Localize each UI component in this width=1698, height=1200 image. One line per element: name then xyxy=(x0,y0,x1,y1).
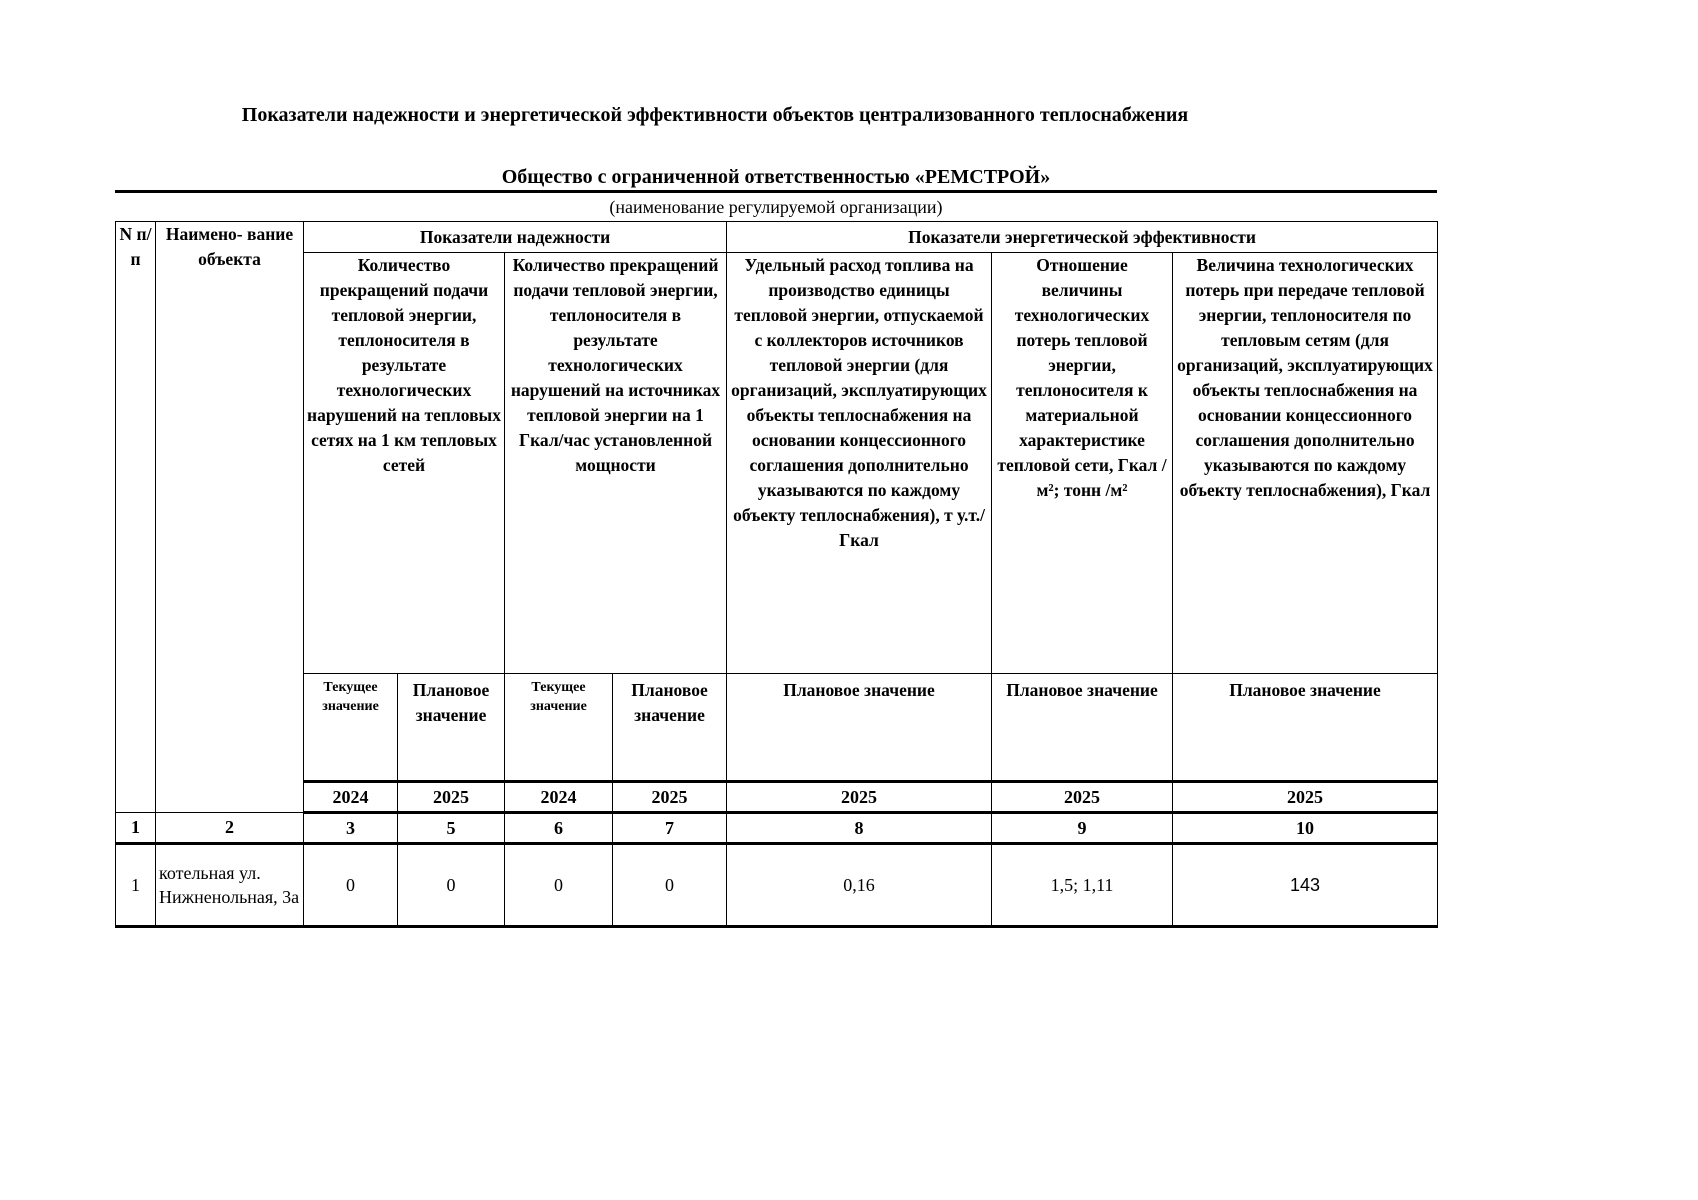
year-cell: 2025 xyxy=(727,782,992,813)
year-cell: 2024 xyxy=(505,782,613,813)
indicators-table xyxy=(115,221,1438,928)
year-cell: 2025 xyxy=(398,782,505,813)
header-technological-losses: Величина технологических потерь при передаче тепловой энергии, теплоносителя по тепловым сетям (для организаций, эксплуатирующих объекты теплоснабжения на основании концессионного соглашения дополнительно указываются по каждому объекту теплоснабжения), Гкал xyxy=(1173,253,1438,674)
year-cell: 2024 xyxy=(304,782,398,813)
organization-name: Общество с ограниченной ответственностью «РЕМСТРОЙ» xyxy=(501,166,1051,188)
data-cell: 0 xyxy=(304,844,398,927)
data-cell: 0 xyxy=(505,844,613,927)
header-n: N п/п xyxy=(116,222,156,813)
data-cell: 0 xyxy=(613,844,727,927)
column-number: 5 xyxy=(398,813,505,844)
data-cell: 1,5; 1,11 xyxy=(992,844,1173,927)
value-type-planned: Плановое значение xyxy=(992,674,1173,782)
value-type-planned: Плановое значение xyxy=(613,674,727,782)
year-cell: 2025 xyxy=(992,782,1173,813)
row-number: 1 xyxy=(116,844,156,927)
column-number: 10 xyxy=(1173,813,1438,844)
column-number: 7 xyxy=(613,813,727,844)
value-type-current: Текущее значение xyxy=(304,674,398,782)
column-number: 8 xyxy=(727,813,992,844)
value-type-current: Текущее значение xyxy=(505,674,613,782)
organization-underline xyxy=(115,190,1437,193)
document-title: Показатели надежности и энергетической эффективности объектов централизованного теплоснабжения xyxy=(241,104,1189,126)
value-type-planned: Плановое значение xyxy=(398,674,505,782)
header-interruptions-sources: Количество прекращений подачи тепловой энергии, теплоносителя в результате технологических нарушений на источниках тепловой энергии на 1 Гкал/час установленной мощности xyxy=(505,253,727,674)
table-row xyxy=(116,844,1438,927)
object-name: котельная ул. Нижненольная, 3а xyxy=(156,844,304,927)
header-fuel-consumption: Удельный расход топлива на производство единицы тепловой энергии, отпускаемой с коллекторов источников тепловой энергии (для организаций, эксплуатирующих объекты теплоснабжения на основании концессионного соглашения дополнительно указываются по каждому объекту теплоснабжения), т у.т./Гкал xyxy=(727,253,992,674)
organization-caption: (наименование регулируемой организации) xyxy=(609,197,943,217)
column-number: 2 xyxy=(156,813,304,844)
data-cell: 0,16 xyxy=(727,844,992,927)
header-interruptions-networks: Количество прекращений подачи тепловой энергии, теплоносителя в результате технологических нарушений на тепловых сетях на 1 км тепловых сетей xyxy=(304,253,505,674)
column-number: 3 xyxy=(304,813,398,844)
header-loss-ratio: Отношение величины технологических потерь тепловой энергии, теплоносителя к материальной характеристике тепловой сети, Гкал /м²; тонн /м² xyxy=(992,253,1173,674)
header-reliability: Показатели надежности xyxy=(304,222,727,253)
year-cell: 2025 xyxy=(613,782,727,813)
column-number: 6 xyxy=(505,813,613,844)
header-efficiency: Показатели энергетической эффективности xyxy=(727,222,1438,253)
data-cell: 143 xyxy=(1173,844,1438,927)
data-cell: 0 xyxy=(398,844,505,927)
column-number: 1 xyxy=(116,813,156,844)
value-type-planned: Плановое значение xyxy=(727,674,992,782)
column-number: 9 xyxy=(992,813,1173,844)
header-object-name: Наимено- вание объекта xyxy=(156,222,304,813)
value-type-planned: Плановое значение xyxy=(1173,674,1438,782)
year-cell: 2025 xyxy=(1173,782,1438,813)
